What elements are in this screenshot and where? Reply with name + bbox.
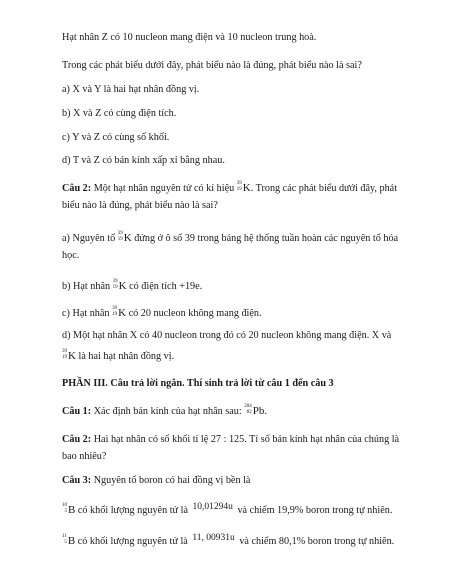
cau2-text: Một hạt nhân nguyên tử có kí hiệu xyxy=(93,183,235,194)
nuclide-mass: 39 xyxy=(112,279,118,285)
cau2-line-2: biểu nào là đúng, phát biểu nào là sai? xyxy=(62,200,218,211)
cau2-a-before: a) Nguyên tố xyxy=(62,233,116,244)
b11-atomic-mass: 11, 00931u xyxy=(192,533,235,543)
nuclide-symbol: B xyxy=(67,535,76,547)
nuclide-mass: 11 xyxy=(62,534,67,540)
boron-10-line xyxy=(62,504,392,517)
intro-option-c: c) Y và Z có cùng số khối. xyxy=(62,132,170,143)
nuclide-mass: 39 xyxy=(62,349,67,355)
cau2-a-after: đứng ở ô số 39 trong bảng hệ thống tuần hoàn các nguyên tố hóa xyxy=(134,233,399,244)
nuclide-symbol: K xyxy=(118,280,127,292)
nuclide-pb xyxy=(244,405,267,418)
q3-label: Câu 3: xyxy=(62,475,92,486)
intro-option-a: a) X và Y là hai hạt nhân đồng vị. xyxy=(62,84,200,95)
q1-text: Xác định bán kính của hạt nhân sau: xyxy=(93,406,242,417)
cau2-option-c xyxy=(62,307,262,320)
b10-atomic-mass: 10,01294u xyxy=(192,502,233,512)
boron-11-line xyxy=(62,535,394,548)
q2-label: Câu 2: xyxy=(62,434,92,445)
cau2-option-a-line-2: học. xyxy=(62,250,80,261)
nuclide-k xyxy=(118,232,132,245)
cau2-heading-line xyxy=(62,182,397,195)
part3-q2 xyxy=(62,434,399,446)
nuclide-atomic: 19 xyxy=(236,186,242,192)
part3-q3 xyxy=(62,475,250,487)
nuclide-k xyxy=(237,182,251,195)
b10-text: có khối lượng nguyên tử là xyxy=(77,505,188,516)
cau2-label: Câu 2: xyxy=(62,183,92,194)
cau2-option-a xyxy=(62,232,398,245)
part3-title-bold: PHẦN III. Câu trả lời ngắn xyxy=(62,378,182,389)
part3-title xyxy=(62,378,334,390)
b11-after: và chiếm 80,1% boron trong tự nhiên. xyxy=(239,536,395,547)
cau2-b-after: có điện tích +19e. xyxy=(129,281,203,292)
b11-text: có khối lượng nguyên tử là xyxy=(77,536,188,547)
part3-title-rest: . Thí sinh trả lời từ câu 1 đến câu 3 xyxy=(181,378,334,389)
nuclide-symbol: K xyxy=(68,350,76,362)
nuclide-atomic: 5 xyxy=(64,539,67,545)
cau2-d-after: là hai hạt nhân đồng vị. xyxy=(78,351,175,362)
intro-line-1: Hạt nhân Z có 10 nucleon mang điện và 10 nucleon trung hoà. xyxy=(62,32,317,43)
q2-text: Hai hạt nhân có số khối tỉ lệ 27 : 125. Tỉ số bán kính hạt nhân của chúng là xyxy=(93,434,400,445)
cau2-b-before: b) Hạt nhân xyxy=(62,281,111,292)
nuclide-symbol: B xyxy=(68,504,76,516)
nuclide-k xyxy=(113,280,127,293)
nuclide-symbol: Pb. xyxy=(252,405,268,417)
nuclide-mass: 39 xyxy=(117,231,123,237)
cau2-option-d-line-2 xyxy=(62,350,174,363)
cau2-option-d: d) Một hạt nhân X có 40 nucleon trong đó có 20 nucleon không mang điện. X và xyxy=(62,330,392,341)
b10-after: và chiếm 19,9% boron trong tự nhiên. xyxy=(237,505,393,516)
nuclide-symbol: K xyxy=(123,232,132,244)
nuclide-b10 xyxy=(62,504,75,517)
cau2-c-before: c) Hạt nhân xyxy=(62,308,110,319)
nuclide-b11 xyxy=(62,535,75,548)
nuclide-mass: 204 xyxy=(244,404,252,410)
nuclide-mass: 39 xyxy=(112,306,118,312)
intro-option-d: d) T và Z có bán kính xấp xỉ bằng nhau. xyxy=(62,155,225,166)
cau2-option-b xyxy=(62,280,202,293)
nuclide-mass: 10 xyxy=(62,503,67,509)
intro-question: Trong các phát biểu dưới đây, phát biểu nào là đúng, phát biểu nào là sai? xyxy=(62,60,362,71)
nuclide-atomic: 19 xyxy=(112,311,118,317)
nuclide-atomic: 19 xyxy=(112,284,118,290)
nuclide-atomic: 19 xyxy=(62,354,67,360)
nuclide-atomic: 5 xyxy=(64,508,67,514)
nuclide-atomic: 82 xyxy=(246,409,252,415)
cau2-c-after: có 20 nucleon không mang điện. xyxy=(128,308,262,319)
q3-text: Nguyên tố boron có hai đồng vị bền là xyxy=(93,475,251,486)
nuclide-symbol: K xyxy=(242,182,251,194)
nuclide-mass: 39 xyxy=(236,181,242,187)
cau2-text-after: . Trong các phát biểu dưới đây, phát xyxy=(250,183,398,194)
part3-q1 xyxy=(62,405,267,418)
nuclide-atomic: 19 xyxy=(117,236,123,242)
q1-label: Câu 1: xyxy=(62,406,92,417)
nuclide-k xyxy=(112,307,126,320)
intro-option-b: b) X và Z có cùng điện tích. xyxy=(62,108,177,119)
nuclide-k xyxy=(62,350,76,363)
nuclide-symbol: K xyxy=(118,307,127,319)
part3-q2-line-2: bao nhiêu? xyxy=(62,451,107,462)
